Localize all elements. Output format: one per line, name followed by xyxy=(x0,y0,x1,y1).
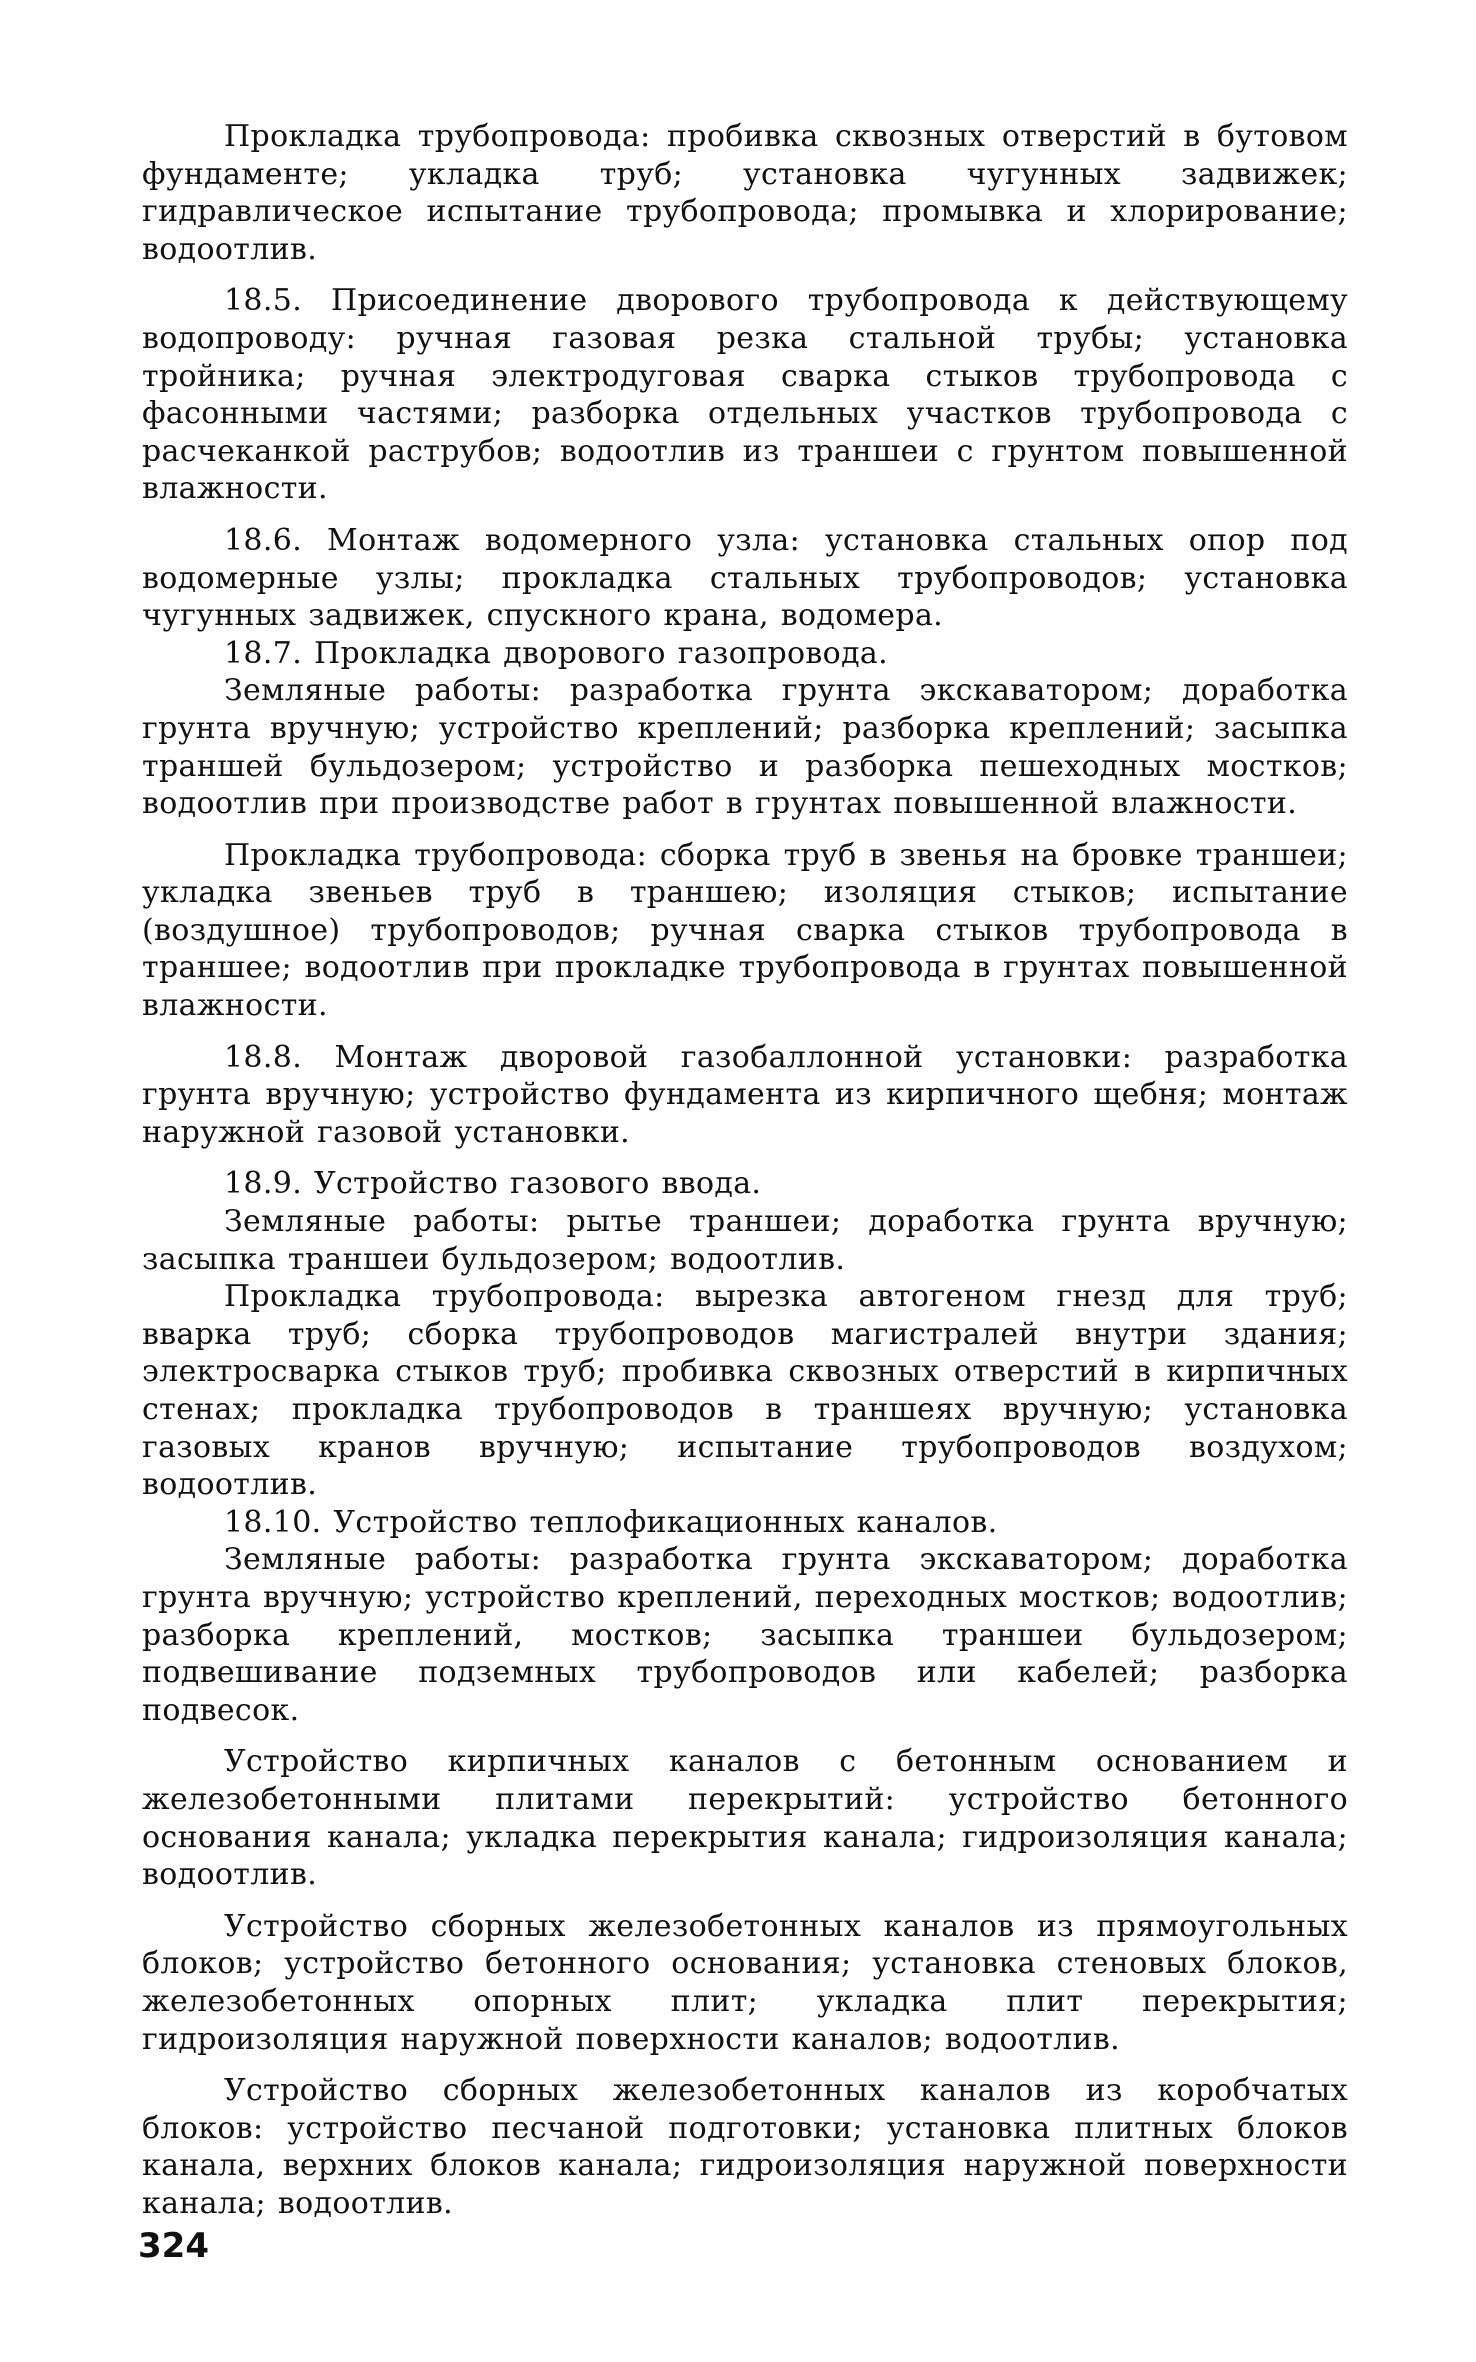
paragraph-box-blocks: Устройство сборных железобетонных каналов из коробчатых блоков: устройство песчаной подготовки; установка плитных блоков канала, верхних блоков канала; гидроизоляция наружной поверхности канала; водоотлив. xyxy=(142,2073,1348,2221)
paragraph-pipeline-18-9: Прокладка трубопровода: вырезка автогеном гнезд для труб; вварка труб; сборка трубопроводов магистралей внутри здания; электросварка стыков труб; пробивка сквозных отверстий в кирпичных стенах; прокладка трубопроводов в траншеях вручную; установка газовых кранов вручную; испытание трубопроводов воздухом; водоотлив. xyxy=(142,1279,1348,1503)
page-number: 324 xyxy=(138,2226,209,2266)
paragraph-18-8: 18.8. Монтаж дворовой газобаллонной установки: разработка грунта вручную; устройство фундамента из кирпичного щебня; монтаж наружной газовой установки. xyxy=(142,1039,1348,1150)
heading-18-10: 18.10. Устройство теплофикационных каналов. xyxy=(224,1504,998,1540)
heading-18-9: 18.9. Устройство газового ввода. xyxy=(224,1166,762,1202)
paragraph-pipeline-18-7: Прокладка трубопровода: сборка труб в звенья на бровке траншеи; укладка звеньев труб в траншею; изоляция стыков; испытание (воздушное) трубопроводов; ручная сварка стыков трубопровода в траншее; водоотлив при прокладке трубопровода в грунтах повышенной влажности. xyxy=(142,837,1348,1024)
paragraph-earthworks-18-9: Земляные работы: рытье траншеи; доработка грунта вручную; засыпка траншеи бульдозером; водоотлив. xyxy=(142,1204,1348,1277)
paragraph-pipeline-laying: Прокладка трубопровода: пробивка сквозных отверстий в бутовом фундаменте; укладка труб; установка чугунных задвижек; гидравлическое испытание трубопровода; промывка и хлорирование; водоотлив. xyxy=(142,119,1348,267)
paragraph-brick-channels: Устройство кирпичных каналов с бетонным основанием и железобетонными плитами перекрытий: устройство бетонного основания канала; укладка перекрытия канала; гидроизоляция канала; водоотлив. xyxy=(142,1744,1348,1893)
paragraph-rectangular-blocks: Устройство сборных железобетонных каналов из прямоугольных блоков; устройство бетонного основания; установка стеновых блоков, железобетонных опорных плит; укладка плит перекрытия; гидроизоляция наружной поверхности каналов; водоотлив. xyxy=(142,1908,1348,2057)
paragraph-earthworks-18-7: Земляные работы: разработка грунта экскаватором; доработка грунта вручную; устройство креплений; разборка креплений; засыпка траншей бульдозером; устройство и разборка пешеходных мостков; водоотлив при производстве работ в грунтах повышенной влажности. xyxy=(142,673,1348,822)
paragraph-18-6: 18.6. Монтаж водомерного узла: установка стальных опор под водомерные узлы; прокладка стальных трубопроводов; установка чугунных задвижек, спускного крана, водомера. xyxy=(142,522,1348,634)
paragraph-earthworks-18-10: Земляные работы: разработка грунта экскаватором; доработка грунта вручную; устройство креплений, переходных мостков; водоотлив; разборка креплений, мостков; засыпка траншеи бульдозером; подвешивание подземных трубопроводов или кабелей; разборка подвесок. xyxy=(142,1542,1348,1728)
page-body xyxy=(142,118,1348,2222)
heading-18-7: 18.7. Прокладка дворового газопровода. xyxy=(224,635,889,671)
paragraph-18-5: 18.5. Присоединение дворового трубопровода к действующему водопроводу: ручная газовая резка стальной трубы; установка тройника; ручная электродуговая сварка стыков трубопровода с фасонными частями; разборка отдельных участков трубопровода с расчеканкой раструбов; водоотлив из траншеи с грунтом повышенной влажности. xyxy=(142,283,1348,507)
